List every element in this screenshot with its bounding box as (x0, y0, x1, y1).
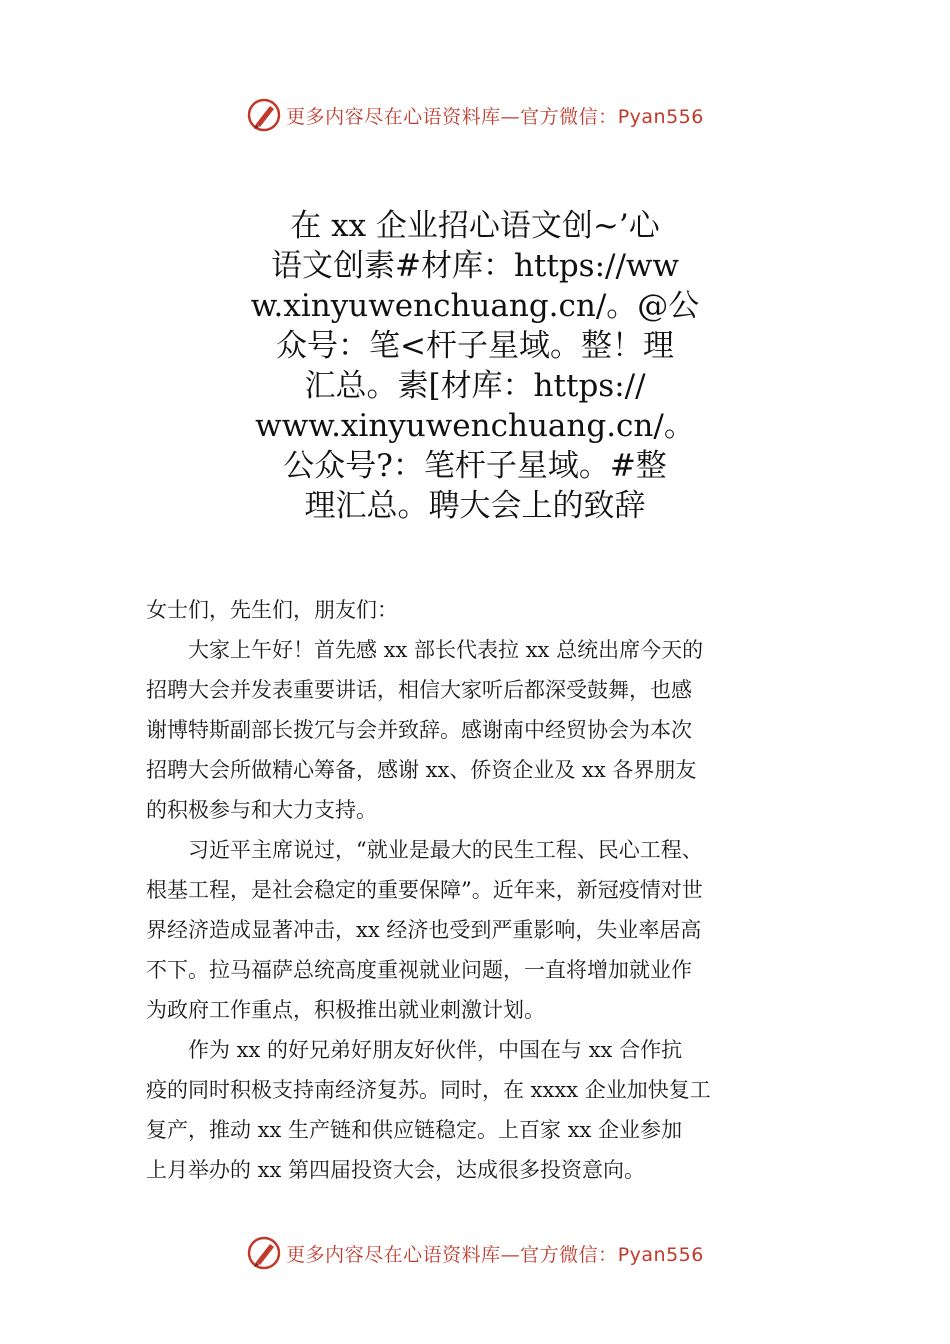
header-banner-text: 更多内容尽在心语资料库—官方微信：Pyan556 (286, 105, 704, 128)
title-line: w.xinyuwenchuang.cn/。@公 (250, 288, 700, 324)
title-line: 理汇总。聘大会上的致辞 (304, 488, 646, 524)
pen-logo-icon (246, 1235, 282, 1271)
salutation: 女士们，先生们，朋友们： (146, 598, 398, 622)
title-line: 汇总。素[材库：https:// (304, 368, 646, 404)
paragraph-2: 习近平主席说过，“就业是最大的民生工程、民心工程、 根基工程，是社会稳定的重要保障”。近年来，新冠疫情对世 界经济造成显著冲击，xx 经济也受到严重影响，失业率居高 不下。拉马福萨总统高度重视就业问题，一直将增加就业作 为政府工作重点，积极推出就业刺激计划。 (146, 838, 703, 1022)
pen-logo-icon (246, 97, 282, 133)
footer-banner (0, 1233, 950, 1273)
header-banner (0, 95, 950, 135)
title-line: 语文创素#材库：https://ww (270, 248, 679, 284)
document-body (146, 590, 806, 1190)
title-line: www.xinyuwenchuang.cn/。 (255, 408, 695, 444)
title-line: 众号：笔<杆子星域。整！理 (276, 328, 674, 364)
paragraph-3: 作为 xx 的好兄弟好朋友好伙伴，中国在与 xx 合作抗 疫的同时积极支持南经济复苏。同时，在 xxxx 企业加快复工 复产，推动 xx 生产链和供应链稳定。上百家 xx 企业参加 上月举办的 xx 第四届投资大会，达成很多投资意向。 (146, 1038, 711, 1182)
title-line: 在 xx 企业招心语文创~’心 (290, 208, 660, 244)
footer-banner-text: 更多内容尽在心语资料库—官方微信：Pyan556 (286, 1243, 704, 1266)
document-title (250, 206, 700, 526)
paragraph-1: 大家上午好！首先感 xx 部长代表拉 xx 总统出席今天的 招聘大会并发表重要讲话，相信大家听后都深受鼓舞，也感 谢博特斯副部长拨冗与会并致辞。感谢南中经贸协会为本次 招聘大会所做精心筹备，感谢 xx、侨资企业及 xx 各界朋友 的积极参与和大力支持。 (146, 638, 704, 822)
title-line: 公众号?：笔杆子星域。#整 (283, 448, 667, 484)
